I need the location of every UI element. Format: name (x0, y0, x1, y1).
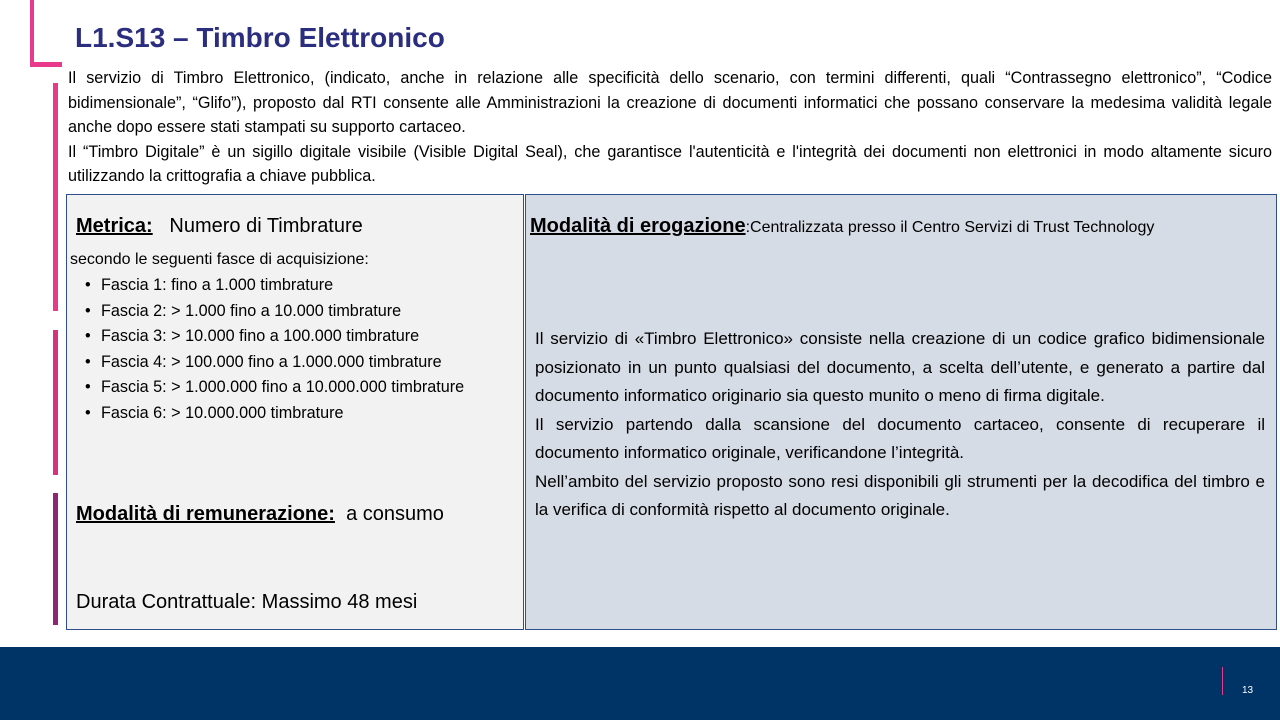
remuneration-value: a consumo (346, 503, 444, 525)
duration-value: Massimo 48 mesi (261, 591, 418, 613)
corner-accent-horizontal (30, 62, 62, 67)
delivery-row (530, 215, 1154, 238)
bullet-icon: • (85, 327, 91, 345)
left-panel (66, 194, 524, 630)
list-item: • Fascia 5: > 1.000.000 fino a 10.000.000 timbrature (85, 375, 517, 401)
metric-label: Metrica: (76, 215, 153, 237)
side-accent-bar-2 (53, 330, 58, 475)
side-accent-bar-1 (53, 83, 58, 311)
metric-row (76, 215, 363, 238)
bullet-icon: • (85, 301, 91, 320)
delivery-value: :Centralizzata presso il Centro Servizi di Trust Technology (745, 219, 1155, 236)
delivery-label: Modalità di erogazione (530, 215, 746, 237)
bullet-icon: • (85, 276, 91, 294)
side-accent-bar-3 (53, 493, 58, 625)
list-item: • Fascia 1: fino a 1.000 timbrature (85, 273, 517, 299)
list-item: • Fascia 3: > 10.000 fino a 100.000 timbrature (85, 324, 517, 350)
intro-paragraph-1: Il servizio di Timbro Elettronico, (indicato, anche in relazione alle specificità dello scenario, con termini differenti, quali “Contrassegno elettronico”, “Codice bidimensionale”, “Glifo”), proposto dal RTI consente alle Amministrazioni la creazione di documenti informatici che possano conservare la medesima validità legale anche dopo essere stati stampati su supporto cartaceo. (68, 69, 1272, 136)
description-paragraph: Nell’ambito del servizio proposto sono resi disponibili gli strumenti per la decodifica del timbro e la verifica di conformità rispetto al documento originale. (535, 471, 1265, 519)
corner-accent-vertical (30, 0, 34, 67)
bullet-icon: • (85, 352, 91, 371)
intro-paragraph-2: Il “Timbro Digitale” è un sigillo digitale visibile (Visible Digital Seal), che garantisce l'autenticità e l'integrità dei documenti non elettronici in modo altamente sicuro utilizzando la crittografia a chiave pubblica. (68, 142, 1272, 185)
bullet-icon: • (85, 378, 91, 396)
footer-bar (0, 647, 1280, 720)
fasce-intro: secondo le seguenti fasce di acquisizione: (70, 251, 369, 268)
metric-value: Numero di Timbrature (169, 215, 363, 237)
right-panel (525, 194, 1277, 630)
fasce-list (85, 273, 517, 426)
footer-divider (1222, 667, 1223, 695)
duration-row (76, 591, 417, 614)
slide-title: L1.S13 – Timbro Elettronico (75, 22, 445, 53)
intro-text (68, 66, 1272, 189)
list-item: • Fascia 4: > 100.000 fino a 1.000.000 timbrature (85, 350, 517, 376)
duration-label: Durata Contrattuale: (76, 591, 257, 613)
service-description (535, 325, 1265, 525)
remuneration-row (76, 503, 444, 526)
page-number: 13 (1242, 685, 1254, 696)
remuneration-label: Modalità di remunerazione: (76, 503, 335, 525)
description-paragraph: Il servizio partendo dalla scansione del documento cartaceo, consente di recuperare il documento informatico originale, verificandone l’integrità. (535, 414, 1265, 462)
description-paragraph: Il servizio di «Timbro Elettronico» consiste nella creazione di un codice grafico bidimensionale posizionato in un punto qualsiasi del documento, a scelta dell’utente, e generato a partire dal documento informatico originario sia questo munito o meno di firma digitale. (535, 329, 1265, 405)
list-item: • Fascia 2: > 1.000 fino a 10.000 timbrature (85, 299, 517, 325)
list-item: • Fascia 6: > 10.000.000 timbrature (85, 401, 517, 427)
bullet-icon: • (85, 403, 91, 422)
